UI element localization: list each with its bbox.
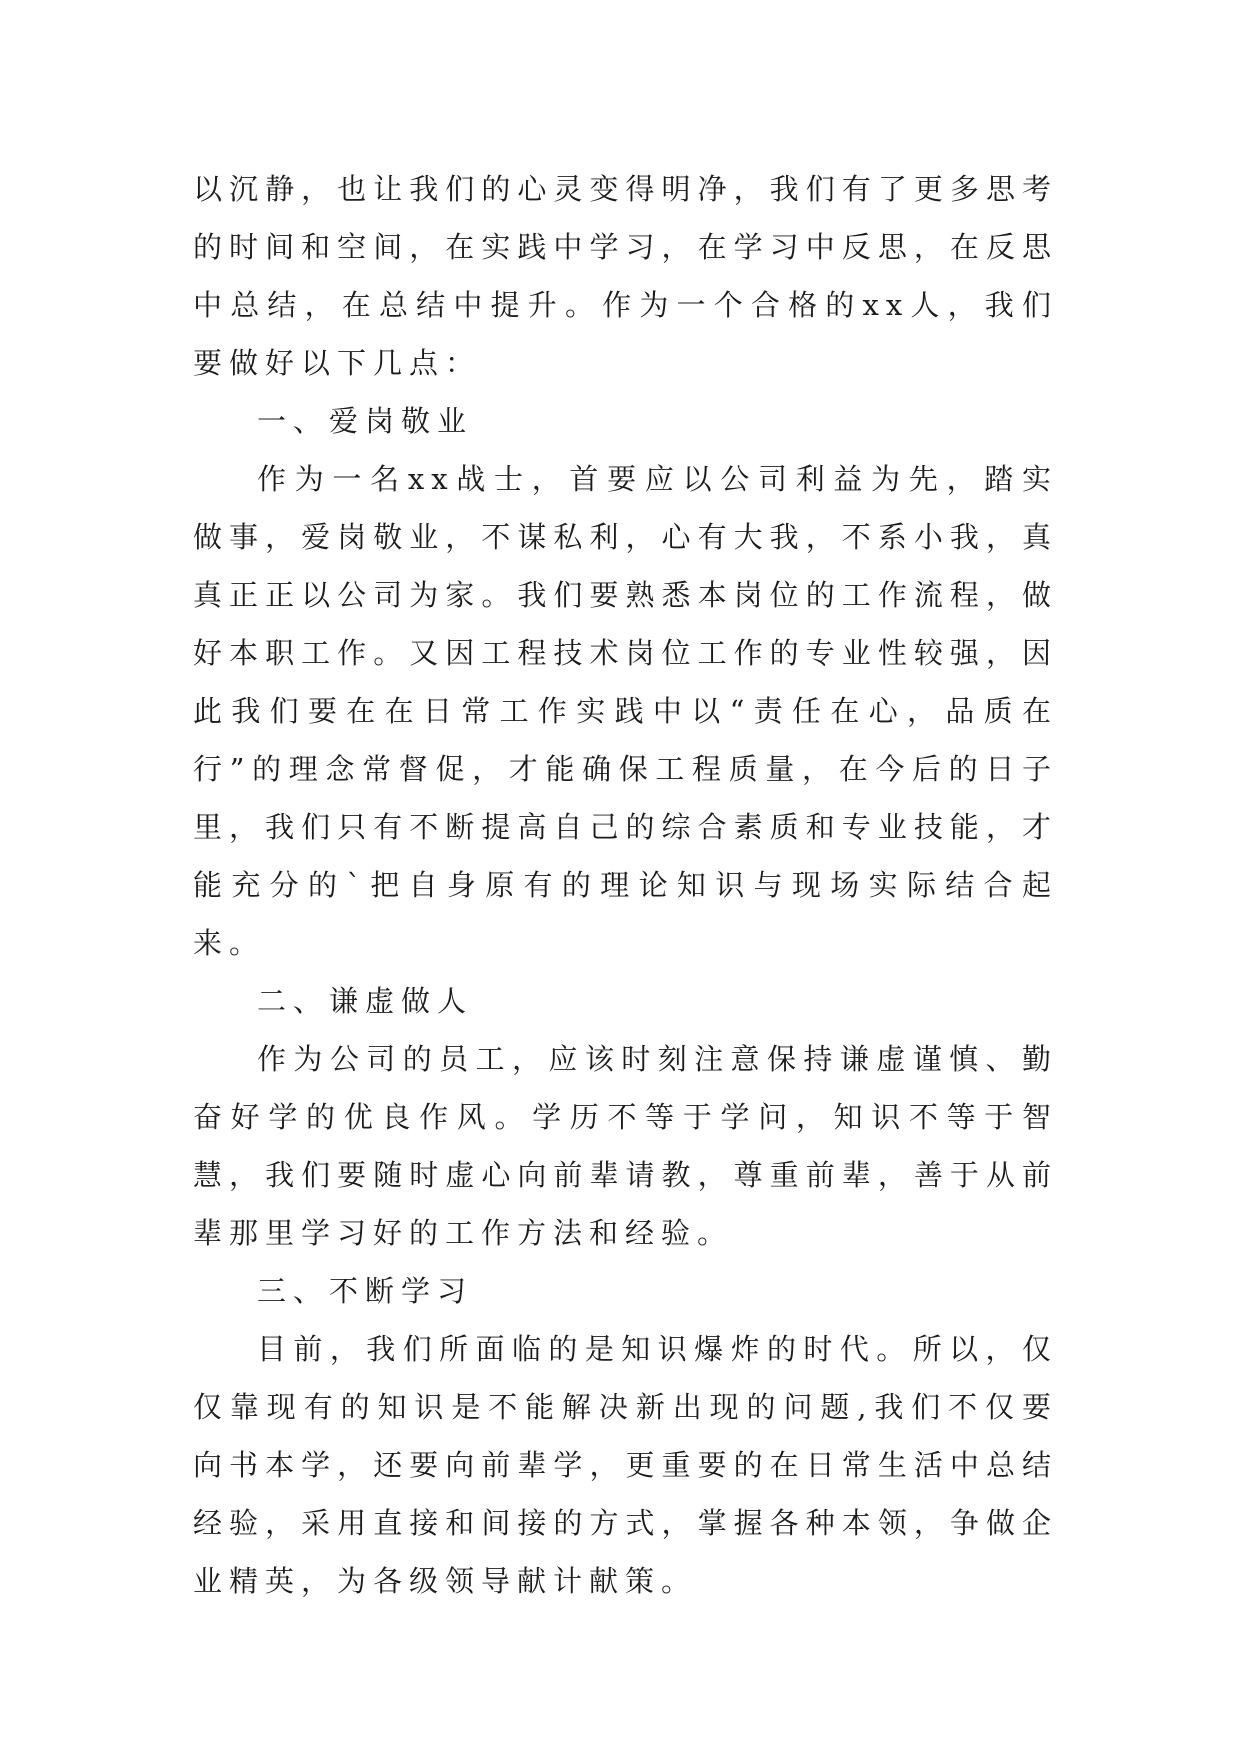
section-heading-1: 一、爱岗敬业 — [257, 404, 474, 438]
section-paragraph-2: 作为公司的员工，应该时刻注意保持谦虚谨慎、勤奋好学的优良作风。学历不等于学问，知识不等于智慧，我们要随时虚心向前辈请教，尊重前辈，善于从前辈那里学习好的工作方法和经验。 — [193, 1042, 1058, 1250]
intro-paragraph: 以沉静，也让我们的心灵变得明净，我们有了更多思考的时间和空间，在实践中学习，在学习中反思，在反思中总结，在总结中提升。作为一个合格的xx人，我们要做好以下几点： — [193, 172, 1058, 380]
section-paragraph-1: 作为一名xx战士，首要应以公司利益为先，踏实做事，爱岗敬业，不谋私利，心有大我，不系小我，真真正正以公司为家。我们要熟悉本岗位的工作流程，做好本职工作。又因工程技术岗位工作的专业性较强，因此我们要在在日常工作实践中以“责任在心，品质在行”的理念常督促，才能确保工程质量，在今后的日子里，我们只有不断提高自己的综合素质和专业技能，才能充分的`把自身原有的理论知识与现场实际结合起来。 — [193, 462, 1058, 960]
document-body — [193, 160, 1058, 1610]
section-heading-3: 三、不断学习 — [257, 1274, 474, 1308]
section-paragraph-3: 目前，我们所面临的是知识爆炸的时代。所以，仅仅靠现有的知识是不能解决新出现的问题,我们不仅要向书本学，还要向前辈学，更重要的在日常生活中总结经验，采用直接和间接的方式，掌握各种本领，争做企业精英，为各级领导献计献策。 — [193, 1332, 1058, 1598]
section-heading-2: 二、谦虚做人 — [257, 984, 474, 1018]
